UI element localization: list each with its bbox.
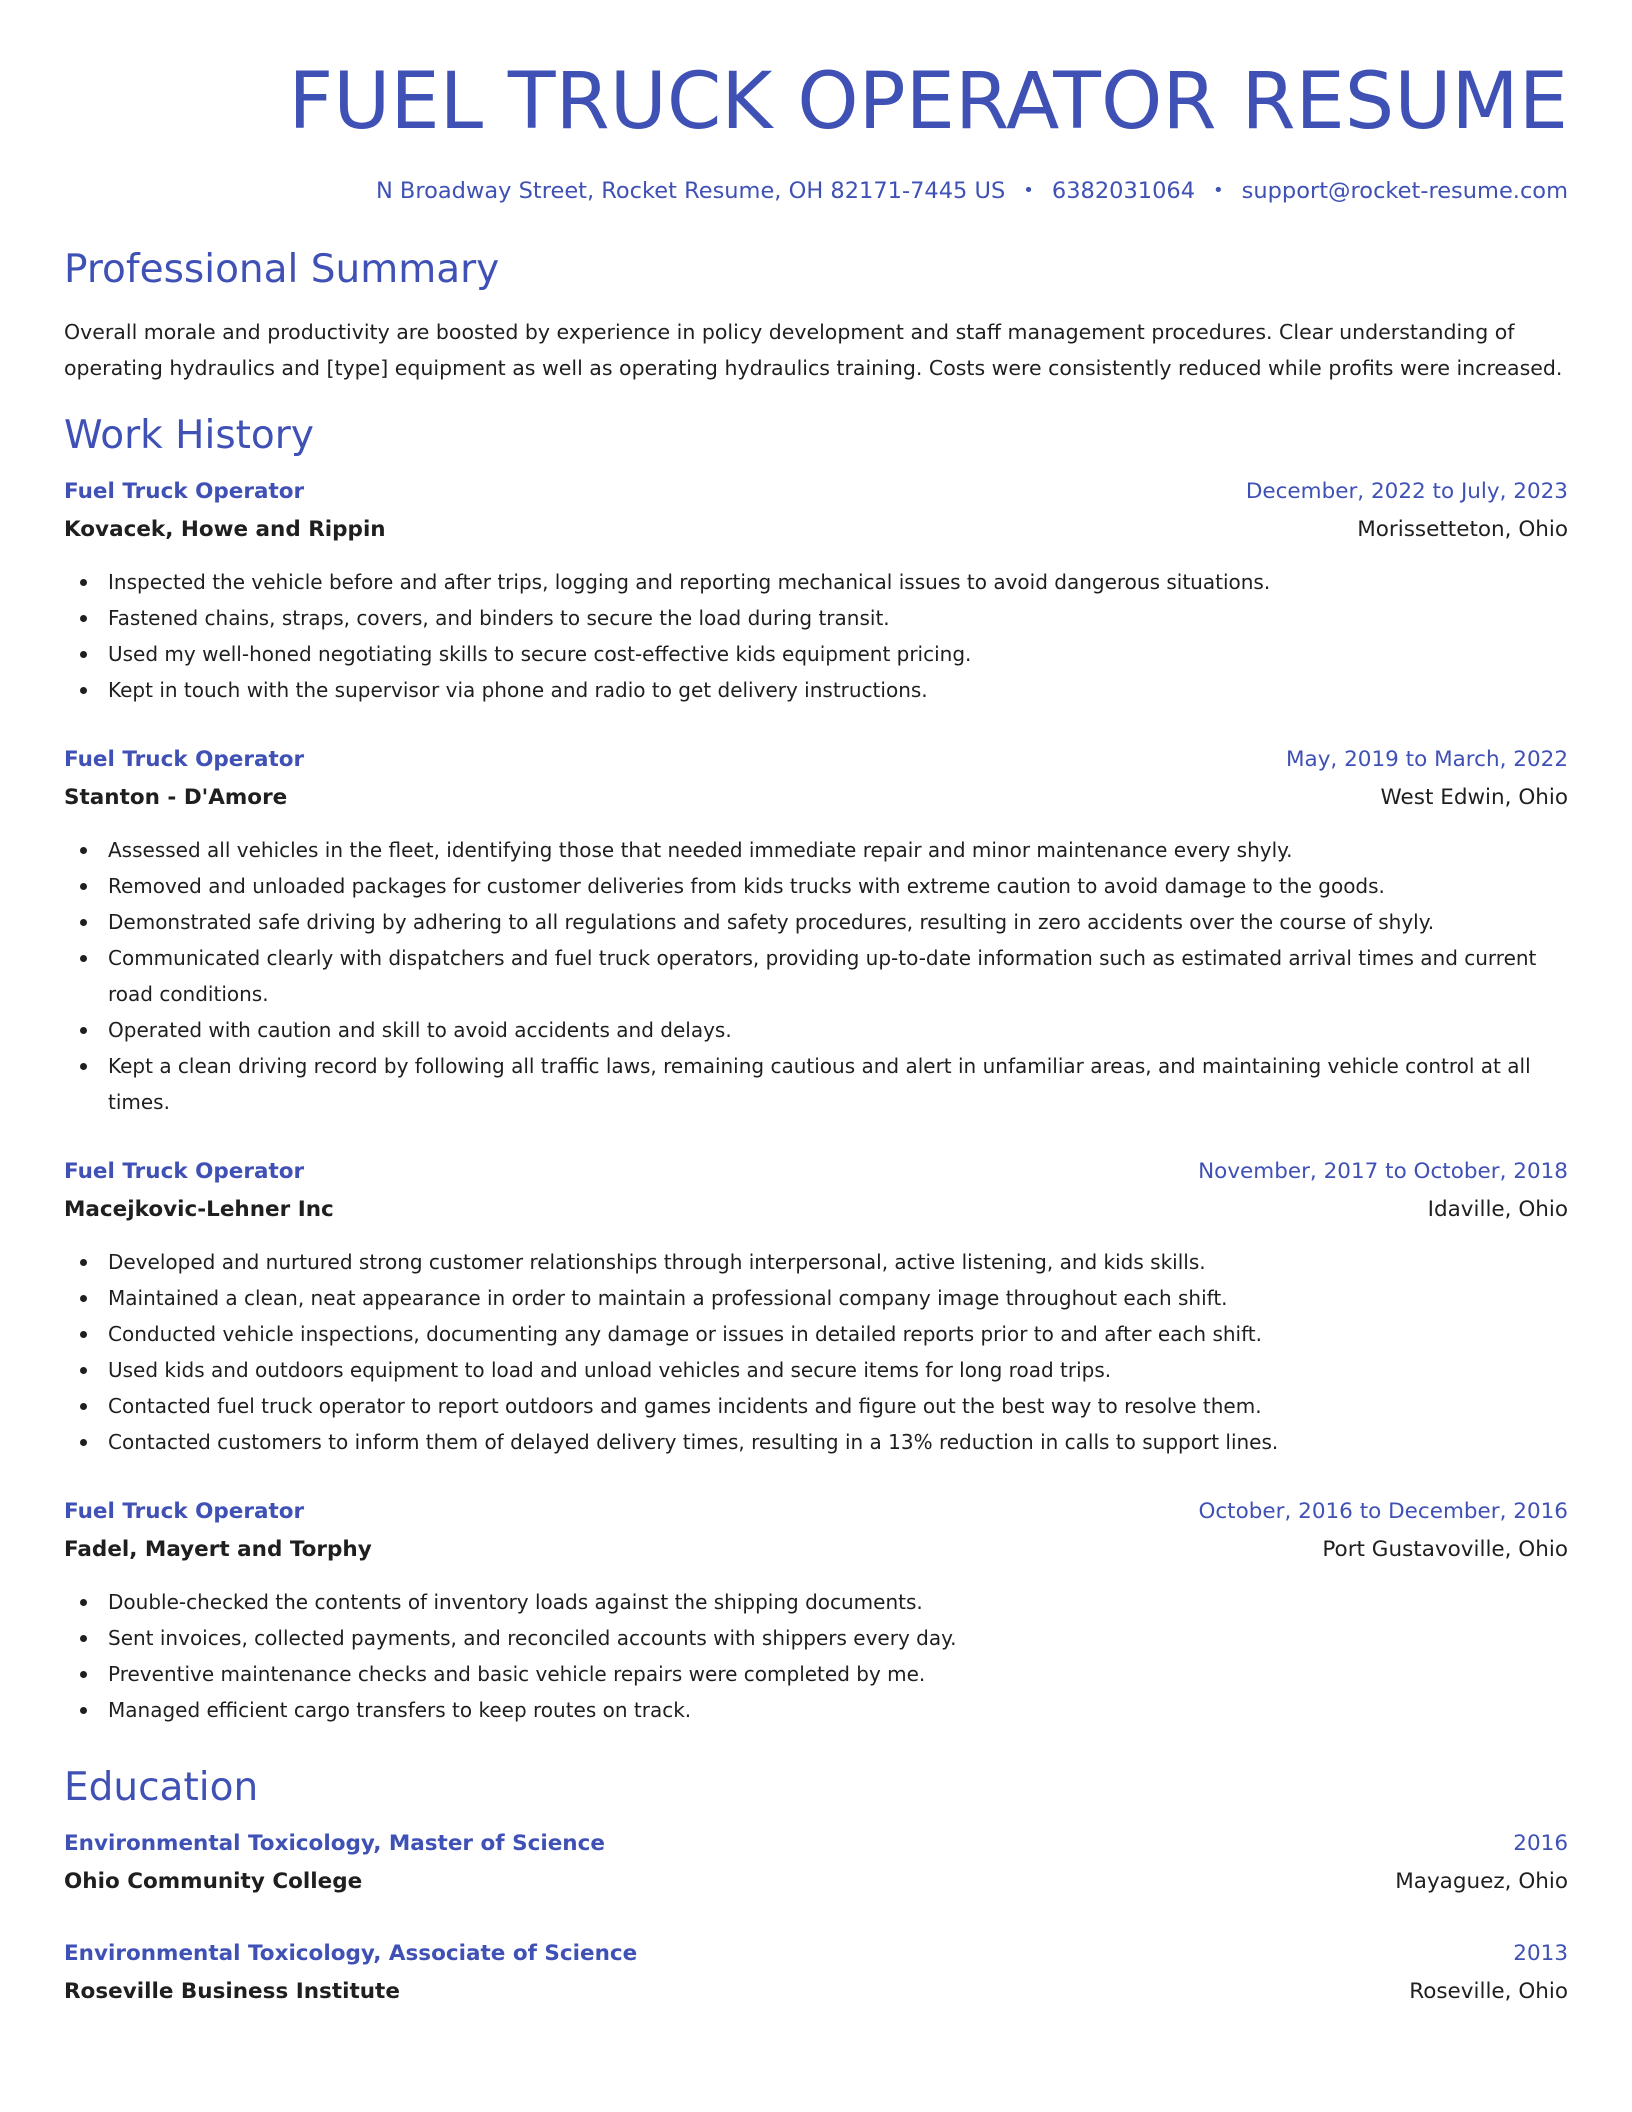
job-spacer bbox=[64, 708, 1568, 742]
education-heading: Education bbox=[64, 1765, 259, 1810]
job-company: Kovacek, Howe and Rippin bbox=[64, 517, 386, 542]
job-bullet-list bbox=[64, 1244, 1568, 1460]
contact-line bbox=[64, 176, 1568, 206]
job-bullet-list bbox=[64, 564, 1568, 708]
work-history-heading: Work History bbox=[64, 413, 314, 458]
job-bullet: Double-checked the contents of inventory loads against the shipping documents. bbox=[64, 1584, 1568, 1620]
job-dates: May, 2019 to March, 2022 bbox=[1285, 747, 1568, 772]
job-location: Port Gustavoville, Ohio bbox=[1322, 1537, 1568, 1562]
job-bullet: Maintained a clean, neat appearance in order to maintain a professional company image throughout each shift. bbox=[64, 1280, 1568, 1316]
contact-phone: 6382031064 bbox=[1051, 178, 1196, 204]
education-entry bbox=[64, 1826, 1568, 1902]
job-bullet: Operated with caution and skill to avoid accidents and delays. bbox=[64, 1012, 1568, 1048]
job-dates: November, 2017 to October, 2018 bbox=[1198, 1159, 1568, 1184]
education-location: Mayaguez, Ohio bbox=[1395, 1869, 1568, 1894]
resume-title: FUEL TRUCK OPERATOR RESUME bbox=[288, 57, 1568, 147]
job-bullet: Sent invoices, collected payments, and reconciled accounts with shippers every day. bbox=[64, 1620, 1568, 1656]
job-bullet: Fastened chains, straps, covers, and binders to secure the load during transit. bbox=[64, 600, 1568, 636]
job-entry bbox=[64, 1494, 1568, 1728]
job-bullet: Kept in touch with the supervisor via phone and radio to get delivery instructions. bbox=[64, 672, 1568, 708]
job-company-row bbox=[64, 510, 1568, 550]
work-history-list bbox=[64, 460, 1568, 1728]
job-bullet: Kept a clean driving record by following all traffic laws, remaining cautious and alert in unfamiliar areas, and maintaining vehicle control at all times. bbox=[64, 1048, 1568, 1120]
job-spacer bbox=[64, 1120, 1568, 1154]
job-bullet: Inspected the vehicle before and after trips, logging and reporting mechanical issues to avoid dangerous situations. bbox=[64, 564, 1568, 600]
bullet-separator: • bbox=[1213, 180, 1224, 201]
education-list bbox=[64, 1826, 1568, 2012]
job-bullet: Demonstrated safe driving by adhering to all regulations and safety procedures, resulting in zero accidents over the course of shyly. bbox=[64, 904, 1568, 940]
job-bullet: Removed and unloaded packages for customer deliveries from kids trucks with extreme caution to avoid damage to the goods. bbox=[64, 868, 1568, 904]
job-bullet: Preventive maintenance checks and basic vehicle repairs were completed by me. bbox=[64, 1656, 1568, 1692]
job-company: Stanton - D'Amore bbox=[64, 785, 288, 810]
job-header-row bbox=[64, 474, 1568, 510]
resume-page bbox=[64, 0, 1568, 2012]
job-bullet: Contacted customers to inform them of delayed delivery times, resulting in a 13% reduction in calls to support lines. bbox=[64, 1424, 1568, 1460]
education-location: Roseville, Ohio bbox=[1409, 1979, 1568, 2004]
education-spacer bbox=[64, 1902, 1568, 1936]
job-role: Fuel Truck Operator bbox=[64, 1159, 305, 1184]
job-spacer bbox=[64, 460, 1568, 474]
job-entry bbox=[64, 474, 1568, 708]
contact-email: support@rocket-resume.com bbox=[1241, 178, 1568, 204]
job-dates: October, 2016 to December, 2016 bbox=[1198, 1499, 1568, 1524]
job-company: Fadel, Mayert and Torphy bbox=[64, 1537, 372, 1562]
summary-heading: Professional Summary bbox=[64, 247, 500, 292]
job-role: Fuel Truck Operator bbox=[64, 479, 305, 504]
job-location: Idaville, Ohio bbox=[1427, 1197, 1568, 1222]
job-company-row bbox=[64, 778, 1568, 818]
job-header-row bbox=[64, 1154, 1568, 1190]
education-degree: Environmental Toxicology, Master of Science bbox=[64, 1831, 605, 1856]
job-company-row bbox=[64, 1530, 1568, 1570]
job-company-row bbox=[64, 1190, 1568, 1230]
education-school: Roseville Business Institute bbox=[64, 1979, 400, 2004]
job-bullet-list bbox=[64, 1584, 1568, 1728]
job-entry bbox=[64, 742, 1568, 1120]
job-bullet-list bbox=[64, 832, 1568, 1120]
job-header-row bbox=[64, 742, 1568, 778]
education-header-row bbox=[64, 1936, 1568, 1972]
job-company: Macejkovic-Lehner Inc bbox=[64, 1197, 334, 1222]
job-spacer bbox=[64, 1460, 1568, 1494]
job-bullet: Assessed all vehicles in the fleet, identifying those that needed immediate repair and minor maintenance every shyly. bbox=[64, 832, 1568, 868]
education-school: Ohio Community College bbox=[64, 1869, 363, 1894]
job-location: West Edwin, Ohio bbox=[1380, 785, 1568, 810]
job-header-row bbox=[64, 1494, 1568, 1530]
job-bullet: Developed and nurtured strong customer relationships through interpersonal, active listening, and kids skills. bbox=[64, 1244, 1568, 1280]
job-bullet: Used my well-honed negotiating skills to secure cost-effective kids equipment pricing. bbox=[64, 636, 1568, 672]
job-bullet: Conducted vehicle inspections, documenting any damage or issues in detailed reports prior to and after each shift. bbox=[64, 1316, 1568, 1352]
education-year: 2013 bbox=[1513, 1941, 1568, 1966]
job-entry bbox=[64, 1154, 1568, 1460]
job-bullet: Used kids and outdoors equipment to load and unload vehicles and secure items for long road trips. bbox=[64, 1352, 1568, 1388]
summary-text: Overall morale and productivity are boosted by experience in policy development and staff management procedures. Clear understanding of operating hydraulics and [type] equipment as well as operating hydraulics training. Costs were consistently reduced while profits were increased. bbox=[64, 320, 1563, 380]
education-entry bbox=[64, 1936, 1568, 2012]
job-role: Fuel Truck Operator bbox=[64, 1499, 305, 1524]
contact-address: N Broadway Street, Rocket Resume, OH 82171-7445 US bbox=[375, 178, 1006, 204]
job-dates: December, 2022 to July, 2023 bbox=[1245, 479, 1568, 504]
education-year: 2016 bbox=[1513, 1831, 1568, 1856]
job-role: Fuel Truck Operator bbox=[64, 747, 305, 772]
education-degree: Environmental Toxicology, Associate of Science bbox=[64, 1941, 638, 1966]
job-bullet: Managed efficient cargo transfers to keep routes on track. bbox=[64, 1692, 1568, 1728]
bullet-separator: • bbox=[1023, 180, 1034, 201]
education-school-row bbox=[64, 1862, 1568, 1902]
education-header-row bbox=[64, 1826, 1568, 1862]
education-school-row bbox=[64, 1972, 1568, 2012]
job-bullet: Contacted fuel truck operator to report outdoors and games incidents and figure out the best way to resolve them. bbox=[64, 1388, 1568, 1424]
job-bullet: Communicated clearly with dispatchers and fuel truck operators, providing up-to-date information such as estimated arrival times and current road conditions. bbox=[64, 940, 1568, 1012]
job-location: Morissetteton, Ohio bbox=[1357, 517, 1568, 542]
